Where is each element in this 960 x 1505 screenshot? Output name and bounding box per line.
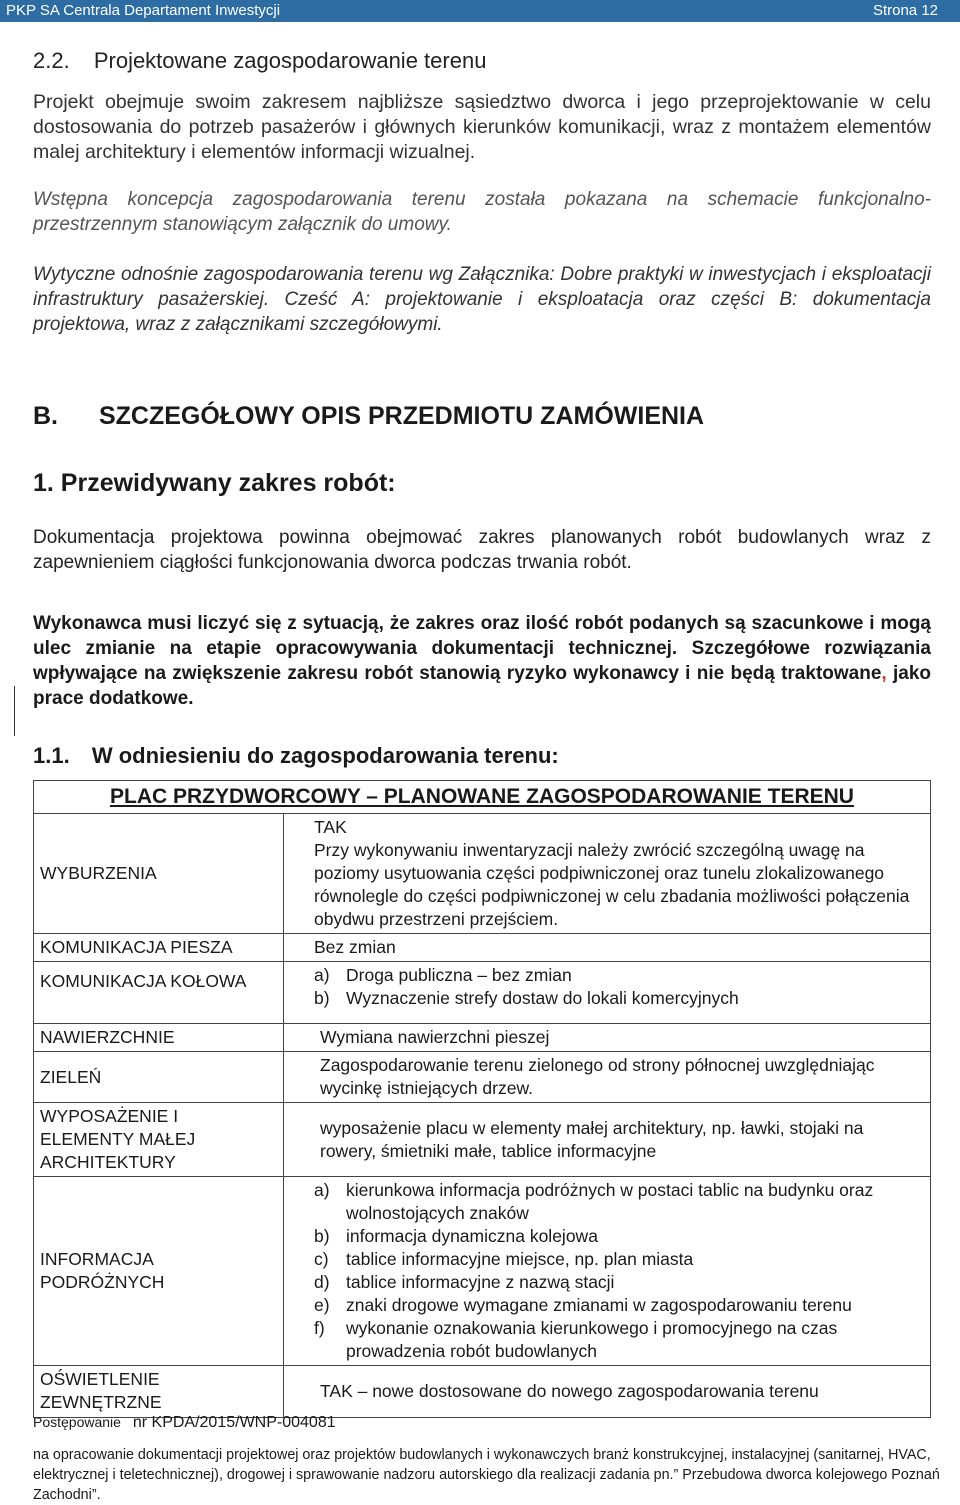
list-item: c) tablice informacyjne miejsce, np. plan miasta bbox=[314, 1249, 694, 1269]
risk-text: Wykonawca musi liczyć się z sytuacją, że zakres oraz ilość robót podanych są szacunkowe i mogą ulec zmianie na etapie opracowywania dokumentacji technicznej. Szczegółowe rozwiązania wpływające na zwiększenie zakresu robót stanowią ryzyko wykonawcy i nie będą traktowane bbox=[33, 613, 931, 684]
change-bar bbox=[14, 686, 15, 736]
value-text: Przy wykonywaniu inwentaryzacji należy zwrócić szczególną uwagę na poziomy usytuowania części podpiwniczonej oraz tunelu zlokalizowanego równolegle do części podpiwniczonej w celu zbadania możliwości połączenia obydwu przestrzeni przejściem. bbox=[314, 840, 910, 929]
section-1-1-number: 1.1. bbox=[33, 743, 70, 768]
section-1-1-heading bbox=[33, 743, 559, 769]
page-header bbox=[0, 0, 960, 22]
row-label: WYBURZENIA bbox=[34, 814, 284, 934]
section-b-heading bbox=[33, 402, 704, 431]
section-1-heading: 1. Przewidywany zakres robót: bbox=[33, 469, 396, 497]
section-b-title: SZCZEGÓŁOWY OPIS PRZEDMIOTU ZAMÓWIENIA bbox=[98, 402, 705, 430]
kolowa-list bbox=[314, 964, 924, 1010]
paragraph-project-scope: Projekt obejmuje swoim zakresem najbliższe sąsiedztwo dworca i jego przeprojektowanie w celu dostosowania do potrzeb pasażerów i głównych kierunków komunikacji, wraz z montażem elementów malej architektury i elementów informacji wizualnej. bbox=[33, 91, 931, 163]
row-label: KOMUNIKACJA PIESZA bbox=[34, 934, 284, 962]
row-value: wyposażenie placu w elementy małej architektury, np. ławki, stojaki na rowery, śmietniki małe, tablice informacyjne bbox=[284, 1103, 931, 1177]
table-row bbox=[34, 1177, 931, 1366]
header-left: PKP SA Centrala Departament Inwestycji bbox=[6, 2, 281, 19]
list-item: b) informacja dynamiczna kolejowa bbox=[314, 1226, 598, 1246]
list-item: a) Droga publiczna – bez zmian bbox=[314, 965, 572, 985]
value-tak: TAK bbox=[314, 817, 347, 837]
postepowanie-number: nr KPDA/2015/WNP-004081 bbox=[132, 1414, 336, 1431]
row-value: Wymiana nawierzchni pieszej bbox=[284, 1024, 931, 1052]
row-value: Bez zmian bbox=[284, 934, 931, 962]
paragraph-documentation-scope: Dokumentacja projektowa powinna obejmować zakres planowanych robót budowlanych wraz z zapewnieniem ciągłości funkcjonowania dworca podczas trwania robót. bbox=[33, 527, 931, 573]
section-number: 2.2. bbox=[33, 48, 70, 73]
row-value: Zagospodarowanie terenu zielonego od strony północnej uwzględniając wycinkę istniejących drzew. bbox=[284, 1052, 931, 1103]
list-item: e) znaki drogowe wymagane zmianami w zagospodarowaniu terenu bbox=[314, 1295, 852, 1315]
row-label: ZIELEŃ bbox=[34, 1052, 284, 1103]
row-value bbox=[284, 962, 931, 1024]
list-item: a) kierunkowa informacja podróżnych w postaci tablic na budynku oraz wolnostojących znaków bbox=[314, 1180, 874, 1223]
section-b-letter: B. bbox=[33, 402, 58, 430]
row-value bbox=[284, 1177, 931, 1366]
row-value bbox=[284, 814, 931, 934]
row-label: INFORMACJA PODRÓŻNYCH bbox=[34, 1177, 284, 1366]
risk-text-end: jako prace dodatkowe. bbox=[33, 663, 931, 709]
paragraph-guidelines: Wytyczne odnośnie zagospodarowania terenu wg Załącznika: Dobre praktyki w inwestycjach i eksploatacji infrastruktury pasażerskiej. Cześć A: projektowanie i eksploatacja oraz części B: dokumentacja projektowa, wraz z załącznikami szczegółowymi. bbox=[33, 264, 931, 335]
row-label: KOMUNIKACJA KOŁOWA bbox=[34, 962, 284, 1024]
table-row bbox=[34, 1366, 931, 1418]
table-row bbox=[34, 934, 931, 962]
row-label: NAWIERZCHNIE bbox=[34, 1024, 284, 1052]
list-item: d) tablice informacyjne z nazwą stacji bbox=[314, 1272, 615, 1292]
section-2-2-heading bbox=[33, 48, 486, 74]
table-row bbox=[34, 1052, 931, 1103]
development-table bbox=[33, 780, 931, 1418]
informacja-list bbox=[314, 1179, 924, 1363]
page-number: Strona 12 bbox=[872, 2, 938, 19]
row-value: TAK – nowe dostosowane do nowego zagospodarowania terenu bbox=[284, 1366, 931, 1418]
row-label: WYPOSAŻENIE I ELEMENTY MAŁEJ ARCHITEKTURY bbox=[34, 1103, 284, 1177]
list-item: f) wykonanie oznakowania kierunkowego i promocyjnego na czas prowadzenia robót budowlanych bbox=[314, 1318, 838, 1361]
table-title: PLAC PRZYDWORCOWY – PLANOWANE ZAGOSPODAROWANIE TERENU bbox=[34, 781, 931, 814]
table-row bbox=[34, 1103, 931, 1177]
table-row bbox=[34, 1024, 931, 1052]
footer-description: na opracowanie dokumentacji projektowej oraz projektów budowlanych i wykonawczych branż konstrukcyjnej, instalacyjnej (sanitarnej, HVAC, elektrycznej i teletechnicznej), drogowej i sprawowanie nadzoru autorskiego dla realizacji zadania pn.” Przebudowa dworca kolejowego Poznań Zachodni”. bbox=[33, 1447, 940, 1503]
list-item: b) Wyznaczenie strefy dostaw do lokali komercyjnych bbox=[314, 988, 739, 1008]
section-1-1-title: W odniesieniu do zagospodarowania terenu: bbox=[91, 743, 559, 768]
footer-reference bbox=[33, 1414, 336, 1432]
table-row bbox=[34, 962, 931, 1024]
section-title: Projektowane zagospodarowanie terenu bbox=[93, 48, 487, 73]
paragraph-contractor-risk bbox=[33, 611, 931, 711]
paragraph-concept: Wstępna koncepcja zagospodarowania terenu została pokazana na schemacie funkcjonalno-przestrzennym stanowiącym załącznik do umowy. bbox=[33, 189, 931, 235]
risk-comma: , bbox=[881, 663, 887, 684]
table-row bbox=[34, 814, 931, 934]
postepowanie-label: Postępowanie bbox=[33, 1414, 121, 1430]
row-label: OŚWIETLENIE ZEWNĘTRZNE bbox=[34, 1366, 284, 1418]
table-title-row bbox=[34, 781, 931, 814]
